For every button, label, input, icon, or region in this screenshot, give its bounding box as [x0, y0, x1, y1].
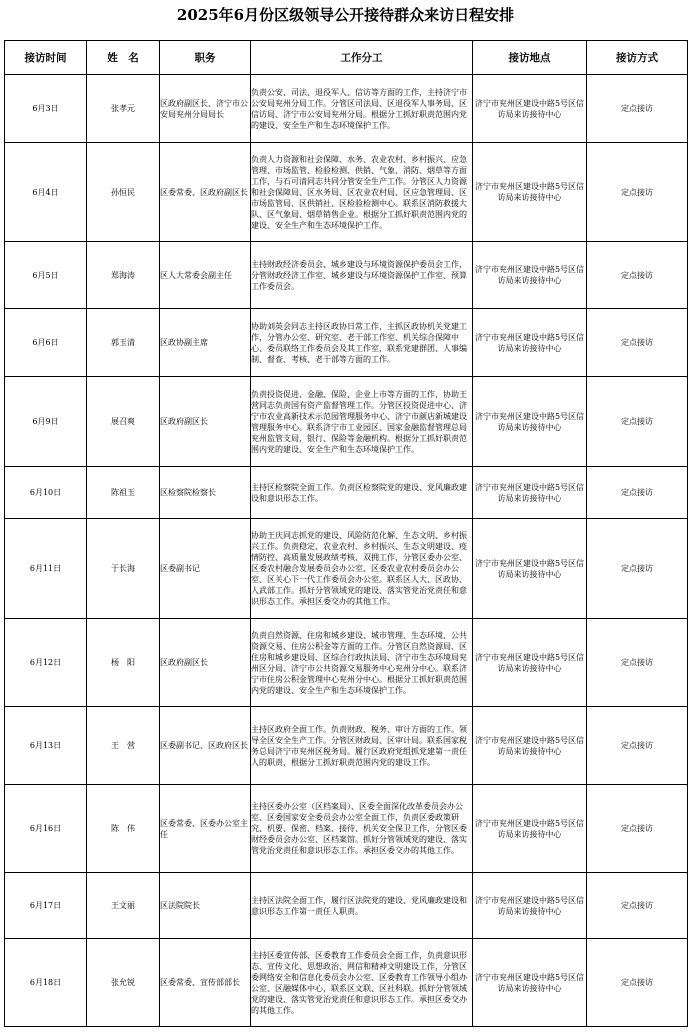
cell-position: 区委常委、宣传部部长 [160, 939, 251, 1027]
cell-duty: 负责投资促进、金融、保险、企业上市等方面的工作，协助王营同志负责国有资产监督管理工作。分管区投资促进中心、济宁市农业高新技术示范园管理服务中心、济宁市颜店新城建设管理服务中心。联系济宁市工业园区、国家金融监督管理总局兖州监管支局，银行、保险等金融机构。根据分工抓好职责范围内党的建设、安全生产和生态环境保护工作。 [251, 377, 473, 467]
cell-duty: 负责自然资源、住房和城乡建设、城市管理、生态环境、公共资源交易、住房公积金等方面的工作。分管区自然资源局、区住房和城乡建设局、区综合行政执法局、济宁市生态环境局兖州区分局、济宁市公共资源交易服务中心兖州分中心。联系济宁市住房公积金管理中心兖州分中心。根据分工抓好职责范围内党的建设、安全生产和生态环境保护工作。 [251, 619, 473, 707]
cell-date: 6月18日 [5, 939, 87, 1027]
cell-date: 6月13日 [5, 707, 87, 785]
cell-position: 区政府副区长、济宁市公安局兖州分局局长 [160, 75, 251, 143]
header-position: 职务 [160, 41, 251, 75]
table-row [5, 75, 688, 143]
table-row [5, 242, 688, 309]
header-duty: 工作分工 [251, 41, 473, 75]
cell-mode: 定点接访 [587, 873, 688, 939]
cell-duty: 主持区检察院全面工作。负责区检察院党的建设、党风廉政建设和意识形态工作。 [251, 467, 473, 519]
table-row [5, 309, 688, 377]
schedule-table [4, 40, 688, 1027]
table-row [5, 939, 688, 1027]
cell-name: 展召爽 [87, 377, 160, 467]
cell-date: 6月16日 [5, 785, 87, 873]
cell-position: 区人大常委会副主任 [160, 242, 251, 309]
cell-mode: 定点接访 [587, 143, 688, 242]
cell-position: 区委副书记 [160, 519, 251, 619]
cell-location: 济宁市兖州区建设中路5号区信访局来访接待中心 [473, 785, 587, 873]
table-row [5, 785, 688, 873]
header-mode: 接访方式 [587, 41, 688, 75]
cell-date: 6月5日 [5, 242, 87, 309]
cell-name: 张孝元 [87, 75, 160, 143]
cell-date: 6月3日 [5, 75, 87, 143]
cell-mode: 定点接访 [587, 707, 688, 785]
cell-location: 济宁市兖州区建设中路5号区信访局来访接待中心 [473, 467, 587, 519]
cell-duty: 主持区政府全面工作。负责财政、税务、审计方面的工作。领导全区安全生产工作。分管区财政局、区审计局。联系国家税务总局济宁市兖州区税务局。履行区政府党组抓党建第一责任人的职责，根据分工抓好职责范围内党的建设工作。 [251, 707, 473, 785]
cell-location: 济宁市兖州区建设中路5号区信访局来访接待中心 [473, 619, 587, 707]
cell-position: 区政协副主席 [160, 309, 251, 377]
cell-location: 济宁市兖州区建设中路5号区信访局来访接待中心 [473, 873, 587, 939]
page-title: 2025年6月份区级领导公开接待群众来访日程安排 [176, 6, 515, 24]
header-date: 接访时间 [5, 41, 87, 75]
cell-name: 王文丽 [87, 873, 160, 939]
cell-mode: 定点接访 [587, 785, 688, 873]
cell-position: 区委常委、区委办公室主任 [160, 785, 251, 873]
cell-duty: 负责人力资源和社会保障、水务、农业农村、乡村振兴、应急管理、市场监管、检验检测、供销、气象、消防、烟草等方面工作，与石可清同志共同分管安全生产工作。分管区人力资源和社会保障局、区水务局、区农业农村局、区应急管理局、区市场监管局、区供销社、区检验检测中心。联系区消防救援大队、区气象局、烟草销售企业。根据分工抓好职责范围内党的建设、安全生产和生态环境保护工作。 [251, 143, 473, 242]
cell-position: 区法院院长 [160, 873, 251, 939]
cell-mode: 定点接访 [587, 619, 688, 707]
cell-mode: 定点接访 [587, 939, 688, 1027]
cell-date: 6月4日 [5, 143, 87, 242]
cell-location: 济宁市兖州区建设中路5号区信访局来访接待中心 [473, 939, 587, 1027]
cell-duty: 协助刘英会同志主持区政协日常工作，主抓区政协机关党建工作，分管办公室、研究室、老干部工作室、机关综合保障中心、委员联络工作委员会及其工作室，联系党建群团、人事编制、督查、考核、老干部等方面的工作。 [251, 309, 473, 377]
table-row [5, 519, 688, 619]
table-header-row [5, 41, 688, 75]
cell-name: 陈 伟 [87, 785, 160, 873]
cell-position: 区政府副区长 [160, 619, 251, 707]
cell-mode: 定点接访 [587, 467, 688, 519]
cell-duty: 主持区委宣传部、区委教育工作委员会全面工作，负责意识形态、宣传文化、思想政治、网信和精神文明建设工作，分管区委网络安全和信息化委员会办公室、区委教育工作领导小组办公室、区融媒体中心，联系区文联、区社科联。抓好分管领域党的建设、落实管党治党责任和意识形态工作。承担区委交办的其他工作。 [251, 939, 473, 1027]
cell-name: 郑海涛 [87, 242, 160, 309]
cell-name: 张允锐 [87, 939, 160, 1027]
cell-position: 区检察院检察长 [160, 467, 251, 519]
cell-date: 6月11日 [5, 519, 87, 619]
cell-name: 杨 阳 [87, 619, 160, 707]
cell-position: 区委常委、区政府副区长 [160, 143, 251, 242]
cell-date: 6月9日 [5, 377, 87, 467]
cell-position: 区委副书记、区政府区长 [160, 707, 251, 785]
cell-date: 6月6日 [5, 309, 87, 377]
cell-mode: 定点接访 [587, 75, 688, 143]
cell-duty: 主持区法院全面工作，履行区法院党的建设、党风廉政建设和意识形态工作第一责任人职责。 [251, 873, 473, 939]
cell-date: 6月10日 [5, 467, 87, 519]
table-row [5, 707, 688, 785]
cell-location: 济宁市兖州区建设中路5号区信访局来访接待中心 [473, 519, 587, 619]
cell-location: 济宁市兖州区建设中路5号区信访局来访接待中心 [473, 143, 587, 242]
table-row [5, 467, 688, 519]
cell-date: 6月12日 [5, 619, 87, 707]
cell-name: 孙恒民 [87, 143, 160, 242]
cell-mode: 定点接访 [587, 377, 688, 467]
cell-location: 济宁市兖州区建设中路5号区信访局来访接待中心 [473, 309, 587, 377]
cell-location: 济宁市兖州区建设中路5号区信访局来访接待中心 [473, 377, 587, 467]
cell-duty: 负责公安、司法、退役军人、信访等方面的工作，主持济宁市公安局兖州分局工作。分管区司法局、区退役军人事务局、区信访局、济宁市公安局兖州分局。根据分工抓好职责范围内党的建设、安全生产和生态环境保护工作。 [251, 75, 473, 143]
cell-name: 王 营 [87, 707, 160, 785]
cell-mode: 定点接访 [587, 519, 688, 619]
table-row [5, 873, 688, 939]
cell-name: 于长海 [87, 519, 160, 619]
cell-name: 陈祖玉 [87, 467, 160, 519]
cell-mode: 定点接访 [587, 242, 688, 309]
cell-location: 济宁市兖州区建设中路5号区信访局来访接待中心 [473, 707, 587, 785]
header-name: 姓 名 [87, 41, 160, 75]
cell-duty: 主持财政经济委员会、城乡建设与环境资源保护委员会工作，分管财政经济工作室、城乡建设与环境资源保护工作室、预算工作委员会。 [251, 242, 473, 309]
cell-name: 郭玉清 [87, 309, 160, 377]
cell-mode: 定点接访 [587, 309, 688, 377]
cell-duty: 主持区委办公室（区档案局）、区委全面深化改革委员会办公室、区委国家安全委员会办公室全面工作，负责区委政策研究、机要、保密、档案、接待、机关安全保卫工作，分管区委财经委员会办公室、区档案馆。抓好分管领域党的建设、落实管党治党责任和意识形态工作。承担区委交办的其他工作。 [251, 785, 473, 873]
cell-location: 济宁市兖州区建设中路5号区信访局来访接待中心 [473, 75, 587, 143]
table-row [5, 619, 688, 707]
cell-position: 区政府副区长 [160, 377, 251, 467]
cell-date: 6月17日 [5, 873, 87, 939]
cell-duty: 协助王庆同志抓党的建设、风险防范化解、生态文明、乡村振兴工作。负责稳定、农业农村、乡村振兴、生态文明建设、疫情防控、高质量发展政绩考核、双拥工作，分管区委办公室、区委农村融合发展委员会办公室、区委农业农村委员会办公室、区关心下一代工作委员会办公室。联系区人大、区政协、人武部工作。抓好分管领域党的建设、落实管党治党责任和意识形态工作。承担区委交办的其他工作。 [251, 519, 473, 619]
header-location: 接访地点 [473, 41, 587, 75]
table-row [5, 143, 688, 242]
table-row [5, 377, 688, 467]
cell-location: 济宁市兖州区建设中路5号区信访局来访接待中心 [473, 242, 587, 309]
